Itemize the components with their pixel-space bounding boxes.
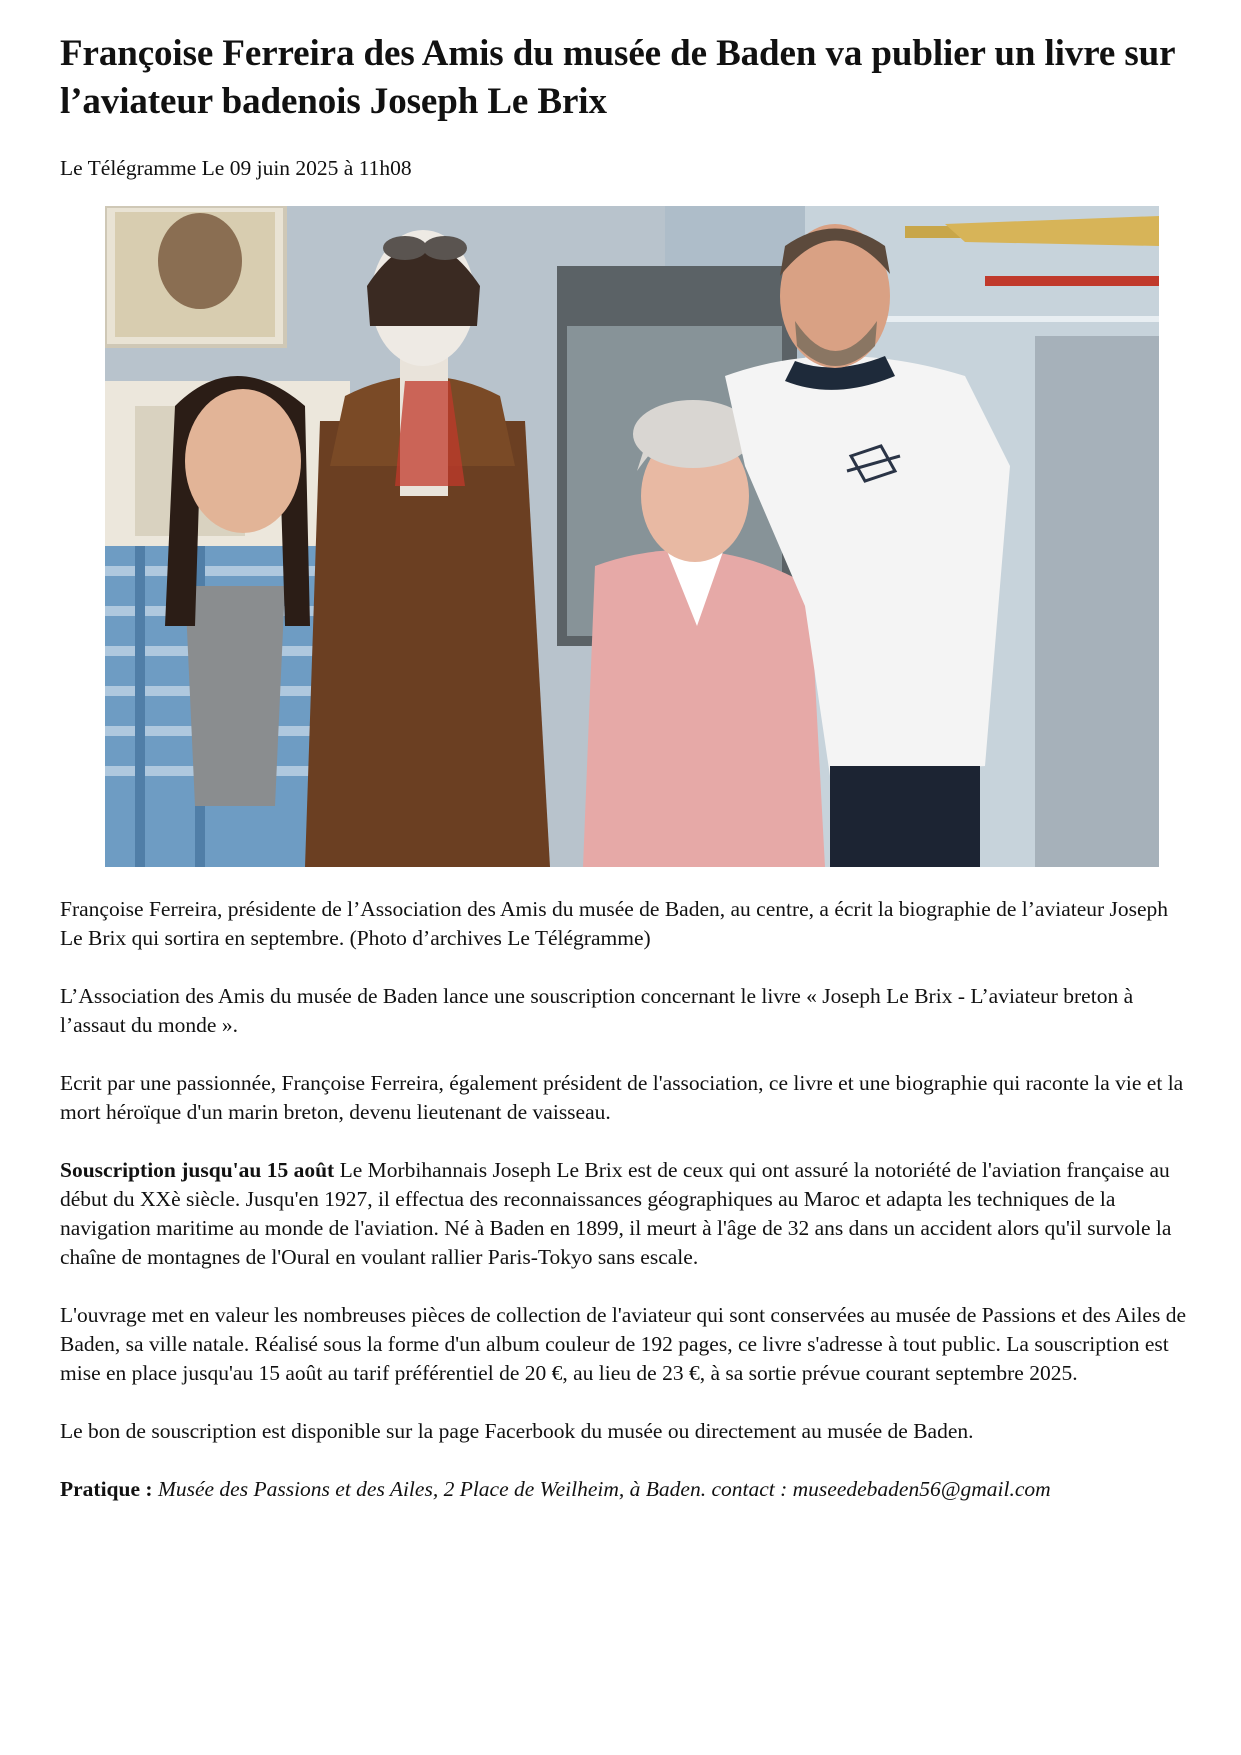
article-photo	[105, 206, 1159, 867]
paragraph-5: Le bon de souscription est disponible sur la page Facerbook du musée ou directement au musée de Baden.	[60, 1419, 974, 1443]
museum-photo-illustration	[105, 206, 1159, 867]
photo-caption: Françoise Ferreira, présidente de l’Association des Amis du musée de Baden, au centre, a écrit la biographie de l’aviateur Joseph Le Brix qui sortira en septembre. (Photo d’archives Le Télégramme)	[60, 897, 1169, 950]
paragraph-4: L'ouvrage met en valeur les nombreuses pièces de collection de l'aviateur qui sont conservées au musée de Passions et des Ailes de Baden, sa ville natale. Réalisé sous la forme d'un album couleur de 192 pages, ce livre s'adresse à tout public. La souscription est mise en place jusqu'au 15 août au tarif préférentiel de 20 €, au lieu de 23 €, à sa sortie prévue courant septembre 2025.	[60, 1303, 1186, 1385]
paragraph-1: L’Association des Amis du musée de Baden lance une souscription concernant le livre « Joseph Le Brix - L’aviateur breton à l’assaut du monde ».	[60, 984, 1134, 1037]
practical-info	[60, 1475, 1190, 1504]
article	[60, 30, 1190, 1504]
paragraph-3-lead: Souscription jusqu'au 15 août	[60, 1158, 335, 1182]
practical-text: Musée des Passions et des Ailes, 2 Place de Weilheim, à Baden. contact : museedebaden56@gmail.com	[152, 1477, 1051, 1501]
paragraph-2: Ecrit par une passionnée, Françoise Ferreira, également président de l'association, ce livre et une biographie qui raconte la vie et la mort héroïque d'un marin breton, devenu lieutenant de vaisseau.	[60, 1071, 1184, 1124]
article-title: Françoise Ferreira des Amis du musée de Baden va publier un livre sur l’aviateur badenois Joseph Le Brix	[60, 33, 1175, 122]
paragraph-3-text: Le Morbihannais Joseph Le Brix est de ceux qui ont assuré la notoriété de l'aviation française au début du XXè siècle. Jusqu'en 1927, il effectua des reconnaissances géographiques au Maroc et adapta les techniques de la navigation maritime au monde de l'aviation. Né à Baden en 1899, il meurt à l'âge de 32 ans dans un accident alors qu'il survole la chaîne de montagnes de l'Oural en voulant rallier Paris-Tokyo sans escale.	[60, 1158, 1172, 1269]
article-byline: Le Télégramme Le 09 juin 2025 à 11h08	[60, 156, 412, 180]
paragraph-3	[60, 1156, 1190, 1272]
practical-lead: Pratique :	[60, 1477, 153, 1501]
